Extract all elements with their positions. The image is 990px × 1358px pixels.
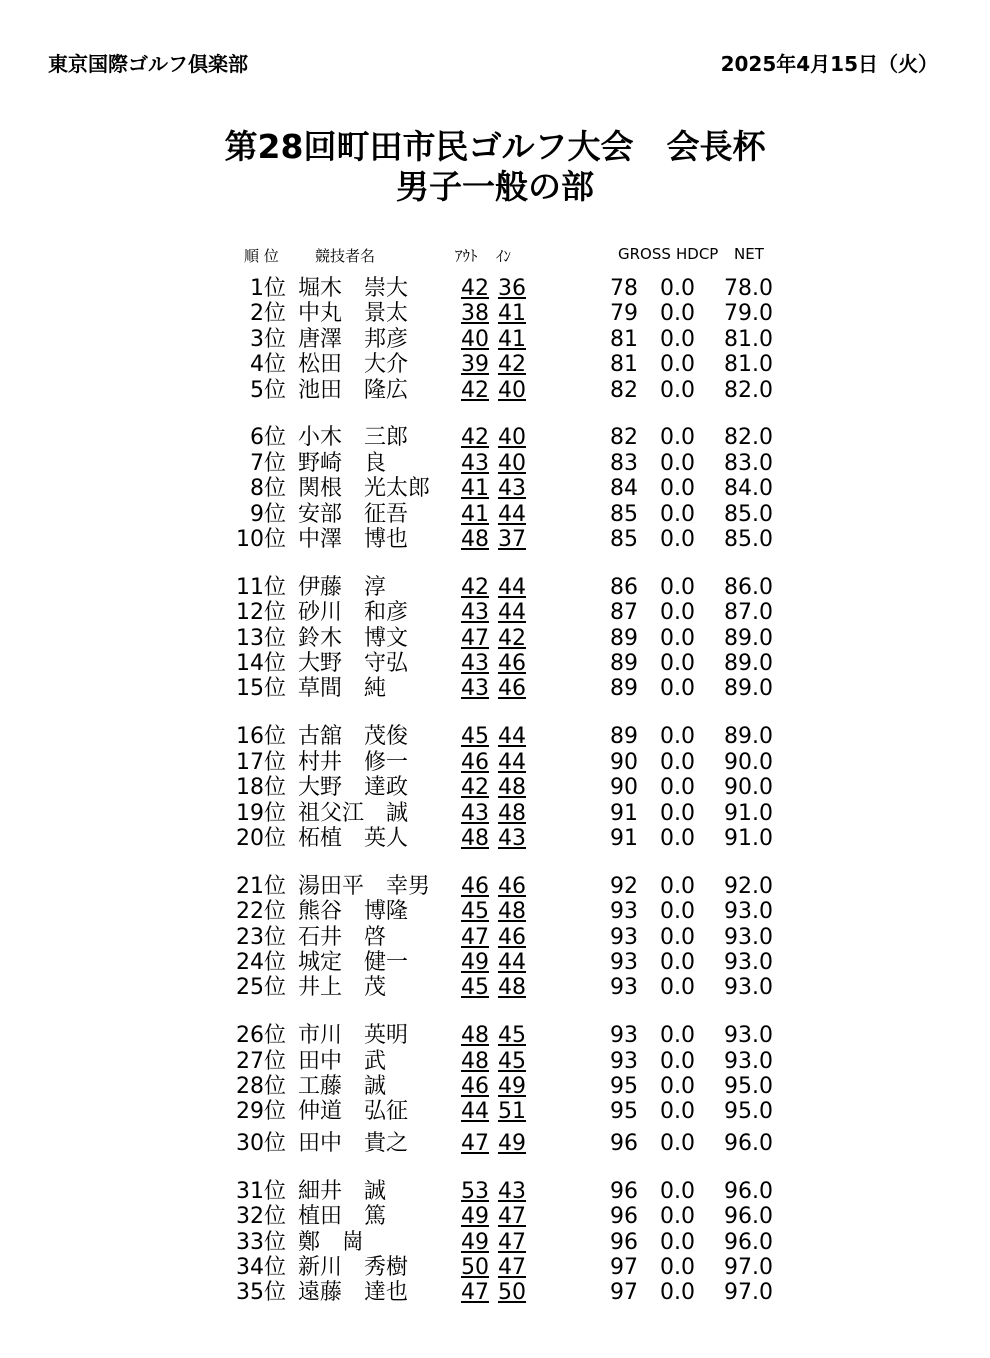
cell-in: 44: [498, 749, 526, 775]
cell-name: 鈴木 博文: [298, 625, 409, 651]
cell-in: 49: [498, 1074, 526, 1100]
cell-out: 38: [461, 301, 489, 327]
cell-in: 48: [498, 775, 526, 801]
cell-net: 93.0: [724, 949, 773, 975]
cell-rank: 17位: [236, 749, 286, 775]
results-table: [0, 276, 990, 1306]
cell-net: 93.0: [724, 1048, 773, 1074]
cell-rank: 22位: [236, 899, 286, 925]
cell-hdcp: 0.0: [660, 501, 695, 527]
cell-out: 49: [461, 1204, 489, 1230]
cell-gross: 97: [610, 1254, 638, 1280]
cell-name: 祖父江 誠: [298, 800, 409, 826]
cell-name: 石井 啓: [298, 924, 387, 950]
cell-hdcp: 0.0: [660, 527, 695, 553]
cell-in: 40: [498, 425, 526, 451]
cell-in: 44: [498, 574, 526, 600]
cell-rank: 21位: [236, 873, 286, 899]
cell-gross: 96: [610, 1178, 638, 1204]
cell-gross: 82: [610, 425, 638, 451]
cell-net: 85.0: [724, 527, 773, 553]
cell-gross: 86: [610, 574, 638, 600]
table-row: [0, 1280, 990, 1305]
cell-in: 48: [498, 899, 526, 925]
cell-hdcp: 0.0: [660, 676, 695, 702]
cell-hdcp: 0.0: [660, 326, 695, 352]
cell-out: 47: [461, 1280, 489, 1306]
header-net: NET: [734, 245, 764, 263]
cell-net: 81.0: [724, 326, 773, 352]
cell-rank: 35位: [236, 1280, 286, 1306]
cell-hdcp: 0.0: [660, 1099, 695, 1125]
table-row: [0, 352, 990, 377]
cell-gross: 89: [610, 676, 638, 702]
cell-net: 83.0: [724, 450, 773, 476]
cell-net: 89.0: [724, 651, 773, 677]
cell-in: 47: [498, 1254, 526, 1280]
cell-name: 唐澤 邦彦: [298, 326, 409, 352]
table-row: [0, 1023, 990, 1048]
cell-out: 47: [461, 625, 489, 651]
cell-in: 48: [498, 800, 526, 826]
cell-hdcp: 0.0: [660, 1229, 695, 1255]
cell-hdcp: 0.0: [660, 1074, 695, 1100]
cell-gross: 97: [610, 1280, 638, 1306]
cell-in: 42: [498, 625, 526, 651]
cell-out: 46: [461, 749, 489, 775]
cell-hdcp: 0.0: [660, 749, 695, 775]
cell-in: 41: [498, 326, 526, 352]
cell-net: 91.0: [724, 800, 773, 826]
cell-out: 39: [461, 352, 489, 378]
cell-in: 44: [498, 600, 526, 626]
cell-gross: 90: [610, 775, 638, 801]
cell-gross: 90: [610, 749, 638, 775]
cell-net: 89.0: [724, 625, 773, 651]
cell-out: 48: [461, 527, 489, 553]
cell-hdcp: 0.0: [660, 1048, 695, 1074]
cell-in: 46: [498, 676, 526, 702]
table-row: [0, 750, 990, 775]
cell-net: 96.0: [724, 1130, 773, 1156]
cell-in: 47: [498, 1229, 526, 1255]
table-row: [0, 327, 990, 352]
cell-name: 中澤 博也: [298, 527, 409, 553]
cell-net: 95.0: [724, 1099, 773, 1125]
cell-hdcp: 0.0: [660, 1130, 695, 1156]
cell-out: 43: [461, 676, 489, 702]
cell-net: 92.0: [724, 873, 773, 899]
cell-net: 81.0: [724, 352, 773, 378]
cell-name: 田中 貴之: [298, 1130, 409, 1156]
cell-gross: 81: [610, 352, 638, 378]
cell-net: 93.0: [724, 899, 773, 925]
cell-net: 97.0: [724, 1254, 773, 1280]
cell-hdcp: 0.0: [660, 377, 695, 403]
cell-rank: 5位: [250, 377, 286, 403]
cell-net: 82.0: [724, 377, 773, 403]
table-row: [0, 651, 990, 676]
cell-rank: 13位: [236, 625, 286, 651]
header-hdcp: HDCP: [676, 245, 719, 263]
cell-net: 95.0: [724, 1074, 773, 1100]
cell-rank: 29位: [236, 1099, 286, 1125]
cell-net: 97.0: [724, 1280, 773, 1306]
cell-net: 90.0: [724, 749, 773, 775]
cell-out: 48: [461, 825, 489, 851]
page-subtitle: 男子一般の部: [396, 167, 594, 206]
cell-out: 43: [461, 800, 489, 826]
cell-name: 松田 大介: [298, 352, 409, 378]
cell-name: 堀木 崇大: [298, 276, 409, 301]
cell-out: 43: [461, 600, 489, 626]
page-title: 第28回町田市民ゴルフ大会 会長杯: [224, 127, 766, 166]
table-row: [0, 899, 990, 924]
cell-hdcp: 0.0: [660, 825, 695, 851]
table-row: [0, 476, 990, 501]
cell-rank: 30位: [236, 1130, 286, 1156]
cell-gross: 93: [610, 975, 638, 1001]
table-row: [0, 1074, 990, 1099]
cell-name: 大野 守弘: [298, 651, 409, 677]
cell-hdcp: 0.0: [660, 949, 695, 975]
cell-hdcp: 0.0: [660, 1023, 695, 1049]
cell-rank: 11位: [236, 574, 286, 600]
cell-rank: 7位: [250, 450, 286, 476]
cell-in: 46: [498, 651, 526, 677]
table-row: [0, 425, 990, 450]
cell-hdcp: 0.0: [660, 600, 695, 626]
cell-net: 93.0: [724, 1023, 773, 1049]
cell-gross: 93: [610, 1048, 638, 1074]
table-row: [0, 1099, 990, 1124]
cell-hdcp: 0.0: [660, 651, 695, 677]
cell-in: 44: [498, 724, 526, 750]
cell-name: 砂川 和彦: [298, 600, 409, 626]
table-row: [0, 724, 990, 749]
cell-gross: 87: [610, 600, 638, 626]
table-row: [0, 1255, 990, 1280]
cell-in: 46: [498, 924, 526, 950]
cell-rank: 25位: [236, 975, 286, 1001]
cell-gross: 96: [610, 1204, 638, 1230]
cell-net: 87.0: [724, 600, 773, 626]
cell-net: 79.0: [724, 301, 773, 327]
cell-gross: 84: [610, 476, 638, 502]
cell-name: 大野 達政: [298, 775, 409, 801]
cell-net: 86.0: [724, 574, 773, 600]
cell-out: 53: [461, 1178, 489, 1204]
cell-hdcp: 0.0: [660, 800, 695, 826]
table-row: [0, 775, 990, 800]
cell-hdcp: 0.0: [660, 1178, 695, 1204]
cell-hdcp: 0.0: [660, 574, 695, 600]
cell-rank: 24位: [236, 949, 286, 975]
cell-in: 40: [498, 450, 526, 476]
cell-hdcp: 0.0: [660, 301, 695, 327]
cell-hdcp: 0.0: [660, 899, 695, 925]
cell-name: 小木 三郎: [298, 425, 409, 451]
cell-gross: 79: [610, 301, 638, 327]
cell-gross: 91: [610, 825, 638, 851]
table-row: [0, 575, 990, 600]
cell-hdcp: 0.0: [660, 975, 695, 1001]
table-row: [0, 874, 990, 899]
cell-gross: 89: [610, 724, 638, 750]
cell-gross: 83: [610, 450, 638, 476]
cell-gross: 81: [610, 326, 638, 352]
cell-gross: 95: [610, 1099, 638, 1125]
cell-out: 47: [461, 1130, 489, 1156]
cell-name: 村井 修一: [298, 749, 409, 775]
cell-rank: 15位: [236, 676, 286, 702]
club-name: 東京国際ゴルフ倶楽部: [48, 52, 248, 76]
cell-gross: 85: [610, 501, 638, 527]
cell-out: 43: [461, 651, 489, 677]
cell-net: 93.0: [724, 975, 773, 1001]
cell-out: 42: [461, 574, 489, 600]
table-row: [0, 451, 990, 476]
cell-rank: 23位: [236, 924, 286, 950]
cell-hdcp: 0.0: [660, 724, 695, 750]
cell-rank: 20位: [236, 825, 286, 851]
header-out: ｱｳﾄ: [455, 247, 478, 265]
cell-gross: 91: [610, 800, 638, 826]
cell-out: 48: [461, 1048, 489, 1074]
cell-net: 90.0: [724, 775, 773, 801]
table-row: [0, 1204, 990, 1229]
cell-out: 50: [461, 1254, 489, 1280]
cell-out: 45: [461, 899, 489, 925]
cell-name: 城定 健一: [298, 949, 409, 975]
table-row: [0, 801, 990, 826]
cell-name: 柘植 英人: [298, 825, 409, 851]
table-row: [0, 826, 990, 851]
cell-rank: 27位: [236, 1048, 286, 1074]
cell-name: 新川 秀樹: [298, 1254, 409, 1280]
cell-name: 野崎 良: [298, 450, 387, 476]
cell-out: 42: [461, 775, 489, 801]
cell-out: 45: [461, 724, 489, 750]
cell-name: 伊藤 淳: [298, 574, 387, 600]
table-row: [0, 1049, 990, 1074]
cell-in: 45: [498, 1023, 526, 1049]
cell-name: 植田 篤: [298, 1204, 387, 1230]
cell-rank: 4位: [250, 352, 286, 378]
table-row: [0, 276, 990, 301]
cell-rank: 28位: [236, 1074, 286, 1100]
cell-out: 49: [461, 1229, 489, 1255]
cell-hdcp: 0.0: [660, 450, 695, 476]
table-row: [0, 676, 990, 701]
cell-rank: 2位: [250, 301, 286, 327]
cell-rank: 26位: [236, 1023, 286, 1049]
cell-in: 49: [498, 1130, 526, 1156]
cell-in: 45: [498, 1048, 526, 1074]
cell-in: 50: [498, 1280, 526, 1306]
cell-gross: 89: [610, 651, 638, 677]
cell-hdcp: 0.0: [660, 425, 695, 451]
cell-gross: 96: [610, 1130, 638, 1156]
cell-gross: 85: [610, 527, 638, 553]
cell-name: 細井 誠: [298, 1178, 387, 1204]
cell-in: 43: [498, 476, 526, 502]
cell-in: 46: [498, 873, 526, 899]
cell-rank: 10位: [236, 527, 286, 553]
cell-net: 89.0: [724, 676, 773, 702]
cell-rank: 19位: [236, 800, 286, 826]
cell-name: 遠藤 達也: [298, 1280, 409, 1306]
cell-hdcp: 0.0: [660, 873, 695, 899]
cell-net: 89.0: [724, 724, 773, 750]
cell-rank: 16位: [236, 724, 286, 750]
cell-in: 41: [498, 301, 526, 327]
cell-name: 安部 征吾: [298, 501, 409, 527]
header-gross: GROSS: [618, 245, 671, 263]
cell-name: 市川 英明: [298, 1023, 409, 1049]
table-row: [0, 502, 990, 527]
cell-in: 44: [498, 501, 526, 527]
cell-out: 41: [461, 476, 489, 502]
header-in: ｲﾝ: [496, 247, 512, 265]
cell-out: 44: [461, 1099, 489, 1125]
cell-rank: 34位: [236, 1254, 286, 1280]
cell-out: 42: [461, 425, 489, 451]
table-row: [0, 975, 990, 1000]
table-row: [0, 1131, 990, 1156]
cell-name: 草間 純: [298, 676, 387, 702]
cell-in: 42: [498, 352, 526, 378]
cell-name: 関根 光太郎: [298, 476, 431, 502]
cell-gross: 89: [610, 625, 638, 651]
cell-hdcp: 0.0: [660, 352, 695, 378]
cell-net: 93.0: [724, 924, 773, 950]
table-row: [0, 527, 990, 552]
cell-hdcp: 0.0: [660, 1254, 695, 1280]
cell-rank: 31位: [236, 1178, 286, 1204]
cell-out: 46: [461, 1074, 489, 1100]
cell-gross: 93: [610, 899, 638, 925]
event-date: 2025年4月15日（火）: [720, 52, 938, 76]
cell-gross: 96: [610, 1229, 638, 1255]
cell-name: 鄭 崗: [298, 1229, 365, 1255]
cell-hdcp: 0.0: [660, 775, 695, 801]
cell-in: 48: [498, 975, 526, 1001]
table-row: [0, 925, 990, 950]
cell-name: 田中 武: [298, 1048, 387, 1074]
header-rank: 順 位: [244, 247, 279, 265]
header-name: 競技者名: [315, 247, 376, 265]
cell-rank: 33位: [236, 1229, 286, 1255]
table-row: [0, 950, 990, 975]
cell-name: 井上 茂: [298, 975, 387, 1001]
cell-hdcp: 0.0: [660, 625, 695, 651]
cell-out: 42: [461, 276, 489, 301]
cell-in: 40: [498, 377, 526, 403]
cell-out: 40: [461, 326, 489, 352]
cell-in: 51: [498, 1099, 526, 1125]
table-row: [0, 378, 990, 403]
cell-in: 44: [498, 949, 526, 975]
cell-name: 池田 隆広: [298, 377, 409, 403]
table-row: [0, 1230, 990, 1255]
cell-rank: 6位: [250, 425, 286, 451]
cell-net: 91.0: [724, 825, 773, 851]
cell-hdcp: 0.0: [660, 476, 695, 502]
cell-in: 43: [498, 1178, 526, 1204]
cell-in: 47: [498, 1204, 526, 1230]
cell-name: 工藤 誠: [298, 1074, 387, 1100]
cell-net: 85.0: [724, 501, 773, 527]
cell-hdcp: 0.0: [660, 276, 695, 301]
cell-net: 78.0: [724, 276, 773, 301]
cell-rank: 3位: [250, 326, 286, 352]
cell-gross: 82: [610, 377, 638, 403]
cell-rank: 14位: [236, 651, 286, 677]
table-row: [0, 1179, 990, 1204]
cell-gross: 92: [610, 873, 638, 899]
table-row: [0, 626, 990, 651]
cell-rank: 32位: [236, 1204, 286, 1230]
cell-net: 96.0: [724, 1229, 773, 1255]
cell-gross: 95: [610, 1074, 638, 1100]
cell-net: 96.0: [724, 1204, 773, 1230]
cell-out: 48: [461, 1023, 489, 1049]
cell-out: 49: [461, 949, 489, 975]
cell-net: 84.0: [724, 476, 773, 502]
cell-hdcp: 0.0: [660, 1280, 695, 1306]
cell-name: 熊谷 博隆: [298, 899, 409, 925]
cell-name: 湯田平 幸男: [298, 873, 431, 899]
cell-gross: 78: [610, 276, 638, 301]
cell-gross: 93: [610, 924, 638, 950]
cell-rank: 12位: [236, 600, 286, 626]
cell-hdcp: 0.0: [660, 1204, 695, 1230]
cell-rank: 8位: [250, 476, 286, 502]
cell-out: 45: [461, 975, 489, 1001]
cell-in: 36: [498, 276, 526, 301]
cell-out: 41: [461, 501, 489, 527]
cell-in: 37: [498, 527, 526, 553]
cell-rank: 1位: [250, 276, 286, 301]
cell-out: 42: [461, 377, 489, 403]
cell-gross: 93: [610, 949, 638, 975]
cell-net: 96.0: [724, 1178, 773, 1204]
cell-name: 中丸 景太: [298, 301, 409, 327]
table-row: [0, 301, 990, 326]
cell-out: 47: [461, 924, 489, 950]
cell-hdcp: 0.0: [660, 924, 695, 950]
cell-name: 仲道 弘征: [298, 1099, 409, 1125]
table-row: [0, 600, 990, 625]
cell-rank: 18位: [236, 775, 286, 801]
cell-in: 43: [498, 825, 526, 851]
cell-out: 46: [461, 873, 489, 899]
cell-name: 古舘 茂俊: [298, 724, 409, 750]
cell-gross: 93: [610, 1023, 638, 1049]
cell-out: 43: [461, 450, 489, 476]
cell-rank: 9位: [250, 501, 286, 527]
cell-net: 82.0: [724, 425, 773, 451]
